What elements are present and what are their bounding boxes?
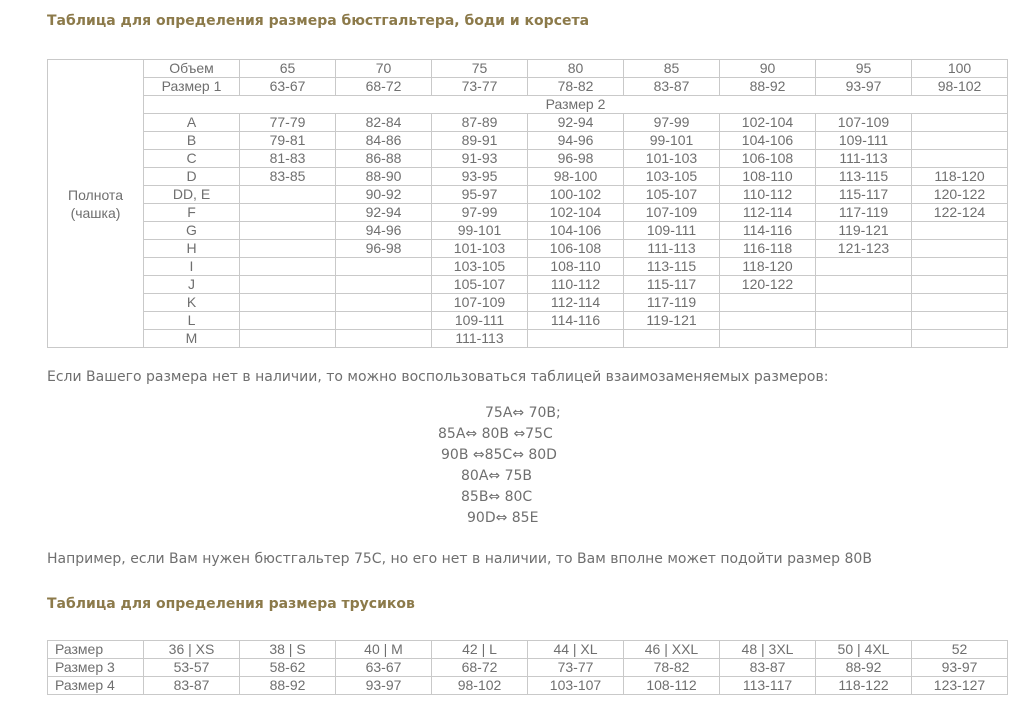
cup-cell: F [144, 204, 240, 222]
table-row [48, 78, 1008, 96]
size2-cell: 77-79 [240, 114, 336, 132]
volume-cell: 70 [336, 60, 432, 78]
size2-cell [240, 276, 336, 294]
swap-line: 85B⇔ 80C [461, 489, 533, 505]
size2-cell: 112-114 [528, 294, 624, 312]
table-row [48, 659, 1008, 677]
size2-cell: 83-85 [240, 168, 336, 186]
pants-cell: 98-102 [432, 677, 528, 695]
size2-cell [720, 312, 816, 330]
volume-cell: 85 [624, 60, 720, 78]
size2-cell [912, 222, 1008, 240]
size2-cell: 119-121 [624, 312, 720, 330]
cup-cell: D [144, 168, 240, 186]
size2-cell: 107-109 [624, 204, 720, 222]
bra-size-table [47, 59, 1008, 348]
size2-cell: 105-107 [432, 276, 528, 294]
volume-cell: 65 [240, 60, 336, 78]
size2-cell: 102-104 [528, 204, 624, 222]
cup-cell: C [144, 150, 240, 168]
pants-cell: 46 | XXL [624, 641, 720, 659]
size1-cell: 83-87 [624, 78, 720, 96]
cup-cell: B [144, 132, 240, 150]
pants-cell: 38 | S [240, 641, 336, 659]
table-row [48, 312, 1008, 330]
cup-cell: L [144, 312, 240, 330]
size2-cell [336, 330, 432, 348]
bra-size-table-title: Таблица для определения размера бюстгальтера, боди и корсета [47, 13, 590, 29]
size2-cell: 99-101 [624, 132, 720, 150]
size2-cell: 118-120 [720, 258, 816, 276]
swap-line: 75A⇔ 70B; [485, 405, 561, 421]
pants-cell: 118-122 [816, 677, 912, 695]
size1-cell: 73-77 [432, 78, 528, 96]
size2-cell: 102-104 [720, 114, 816, 132]
size2-cell: 94-96 [528, 132, 624, 150]
volume-header: Объем [144, 60, 240, 78]
size2-cell [336, 258, 432, 276]
size2-cell [336, 312, 432, 330]
size2-cell: 110-112 [720, 186, 816, 204]
size2-cell [912, 258, 1008, 276]
example-note: Например, если Вам нужен бюстгальтер 75С, но его нет в наличии, то Вам вполне может подойти размер 80В [47, 551, 872, 567]
size2-cell [912, 150, 1008, 168]
size2-cell: 104-106 [720, 132, 816, 150]
size2-cell: 84-86 [336, 132, 432, 150]
size2-cell [912, 294, 1008, 312]
size2-cell [240, 222, 336, 240]
volume-cell: 100 [912, 60, 1008, 78]
size2-cell [816, 258, 912, 276]
pants-cell: 50 | 4XL [816, 641, 912, 659]
pants-cell: 83-87 [144, 677, 240, 695]
swap-line: 90B ⇔85C⇔ 80D [441, 447, 557, 463]
pants-size-table-title: Таблица для определения размера трусиков [47, 596, 415, 612]
size2-cell [912, 240, 1008, 258]
table-row [48, 60, 1008, 78]
size2-cell [240, 240, 336, 258]
pants-cell: 93-97 [912, 659, 1008, 677]
size2-cell: 114-116 [528, 312, 624, 330]
size2-cell [816, 294, 912, 312]
size2-cell: 119-121 [816, 222, 912, 240]
pants-size-table [47, 640, 1008, 695]
pants-cell: 113-117 [720, 677, 816, 695]
pants-cell: 93-97 [336, 677, 432, 695]
pants-cell: 123-127 [912, 677, 1008, 695]
size2-cell: 109-111 [432, 312, 528, 330]
size2-cell: 89-91 [432, 132, 528, 150]
size2-cell: 121-123 [816, 240, 912, 258]
size2-cell: 120-122 [912, 186, 1008, 204]
size2-cell: 110-112 [528, 276, 624, 294]
size2-cell: 101-103 [432, 240, 528, 258]
size2-cell [240, 204, 336, 222]
size2-cell [912, 132, 1008, 150]
size2-cell: 111-113 [816, 150, 912, 168]
table-row [48, 240, 1008, 258]
table-row [48, 294, 1008, 312]
size2-cell: 117-119 [624, 294, 720, 312]
swap-line: 80A⇔ 75B [461, 468, 532, 484]
size2-cell: 108-110 [720, 168, 816, 186]
size2-cell: 120-122 [720, 276, 816, 294]
size2-cell: 95-97 [432, 186, 528, 204]
size2-cell [912, 276, 1008, 294]
table-row [48, 222, 1008, 240]
size2-cell: 109-111 [624, 222, 720, 240]
pants-cell: 63-67 [336, 659, 432, 677]
size1-cell: 68-72 [336, 78, 432, 96]
pants-row-label: Размер 4 [48, 677, 144, 695]
size2-cell [720, 294, 816, 312]
table-row [48, 677, 1008, 695]
size2-cell: 88-90 [336, 168, 432, 186]
size2-cell [912, 312, 1008, 330]
size2-cell: 96-98 [528, 150, 624, 168]
pants-cell: 58-62 [240, 659, 336, 677]
size2-cell [528, 330, 624, 348]
size2-cell [720, 330, 816, 348]
size2-cell: 90-92 [336, 186, 432, 204]
size2-cell [240, 312, 336, 330]
cup-cell: DD, E [144, 186, 240, 204]
table-row [48, 641, 1008, 659]
size2-cell [816, 312, 912, 330]
size2-cell [240, 186, 336, 204]
pants-cell: 83-87 [720, 659, 816, 677]
size2-cell: 94-96 [336, 222, 432, 240]
pants-cell: 78-82 [624, 659, 720, 677]
size2-header: Размер 2 [144, 96, 1008, 114]
table-row [48, 186, 1008, 204]
size2-cell [624, 330, 720, 348]
pants-cell: 68-72 [432, 659, 528, 677]
size2-cell: 82-84 [336, 114, 432, 132]
pants-cell: 36 | XS [144, 641, 240, 659]
pants-cell: 44 | XL [528, 641, 624, 659]
size2-cell: 108-110 [528, 258, 624, 276]
size2-cell: 106-108 [720, 150, 816, 168]
size2-cell: 107-109 [432, 294, 528, 312]
size2-cell: 113-115 [624, 258, 720, 276]
pants-cell: 88-92 [240, 677, 336, 695]
size2-cell [912, 114, 1008, 132]
table-row [48, 132, 1008, 150]
size2-cell [240, 330, 336, 348]
size2-cell: 81-83 [240, 150, 336, 168]
cup-cell: I [144, 258, 240, 276]
size2-cell: 114-116 [720, 222, 816, 240]
table-row [48, 276, 1008, 294]
size2-cell: 103-105 [624, 168, 720, 186]
size2-cell: 106-108 [528, 240, 624, 258]
table-row [48, 114, 1008, 132]
volume-cell: 80 [528, 60, 624, 78]
size2-cell: 103-105 [432, 258, 528, 276]
size2-cell: 93-95 [432, 168, 528, 186]
size2-cell: 112-114 [720, 204, 816, 222]
pants-cell: 103-107 [528, 677, 624, 695]
size2-cell [336, 294, 432, 312]
alternate-sizes-note: Если Вашего размера нет в наличии, то можно воспользоваться таблицей взаимозаменяемых размеров: [47, 369, 829, 385]
size2-cell [816, 330, 912, 348]
size2-cell: 117-119 [816, 204, 912, 222]
size2-cell [816, 276, 912, 294]
pants-cell: 108-112 [624, 677, 720, 695]
size2-cell: 107-109 [816, 114, 912, 132]
size2-cell: 99-101 [432, 222, 528, 240]
size1-cell: 98-102 [912, 78, 1008, 96]
size2-cell: 87-89 [432, 114, 528, 132]
pants-cell: 52 [912, 641, 1008, 659]
pants-cell: 53-57 [144, 659, 240, 677]
size2-cell: 91-93 [432, 150, 528, 168]
size2-cell: 116-118 [720, 240, 816, 258]
cup-cell: H [144, 240, 240, 258]
table-row [48, 204, 1008, 222]
cup-cell: A [144, 114, 240, 132]
size2-cell: 96-98 [336, 240, 432, 258]
size2-cell [912, 330, 1008, 348]
size1-cell: 93-97 [816, 78, 912, 96]
pants-row-label: Размер [48, 641, 144, 659]
size2-cell [240, 294, 336, 312]
cup-cell: K [144, 294, 240, 312]
size2-cell [336, 276, 432, 294]
cup-cell: J [144, 276, 240, 294]
size1-cell: 88-92 [720, 78, 816, 96]
pants-cell: 88-92 [816, 659, 912, 677]
size2-cell: 104-106 [528, 222, 624, 240]
swap-line: 85A⇔ 80B ⇔75C [438, 426, 553, 442]
size2-cell: 113-115 [816, 168, 912, 186]
size2-cell: 122-124 [912, 204, 1008, 222]
table-row [48, 258, 1008, 276]
cup-cell: M [144, 330, 240, 348]
size2-cell: 86-88 [336, 150, 432, 168]
pants-row-label: Размер 3 [48, 659, 144, 677]
pants-cell: 42 | L [432, 641, 528, 659]
size2-cell: 92-94 [336, 204, 432, 222]
size1-cell: 78-82 [528, 78, 624, 96]
size2-cell: 118-120 [912, 168, 1008, 186]
pants-cell: 73-77 [528, 659, 624, 677]
swap-line: 90D⇔ 85E [467, 510, 539, 526]
size2-cell: 115-117 [816, 186, 912, 204]
pants-cell: 48 | 3XL [720, 641, 816, 659]
size1-header: Размер 1 [144, 78, 240, 96]
volume-cell: 75 [432, 60, 528, 78]
table-row [48, 150, 1008, 168]
size2-cell: 79-81 [240, 132, 336, 150]
size2-cell: 109-111 [816, 132, 912, 150]
size2-cell: 97-99 [432, 204, 528, 222]
size2-cell: 97-99 [624, 114, 720, 132]
size2-cell: 100-102 [528, 186, 624, 204]
size2-cell: 111-113 [624, 240, 720, 258]
size2-cell: 98-100 [528, 168, 624, 186]
table-row [48, 168, 1008, 186]
size2-cell [240, 258, 336, 276]
size1-cell: 63-67 [240, 78, 336, 96]
table-row [48, 330, 1008, 348]
cup-cell: G [144, 222, 240, 240]
cup-fullness-label: Полнота (чашка) [48, 60, 144, 348]
size2-cell: 92-94 [528, 114, 624, 132]
volume-cell: 90 [720, 60, 816, 78]
size2-cell: 101-103 [624, 150, 720, 168]
pants-cell: 40 | M [336, 641, 432, 659]
size2-cell: 111-113 [432, 330, 528, 348]
table-row [48, 96, 1008, 114]
volume-cell: 95 [816, 60, 912, 78]
size2-cell: 115-117 [624, 276, 720, 294]
size2-cell: 105-107 [624, 186, 720, 204]
